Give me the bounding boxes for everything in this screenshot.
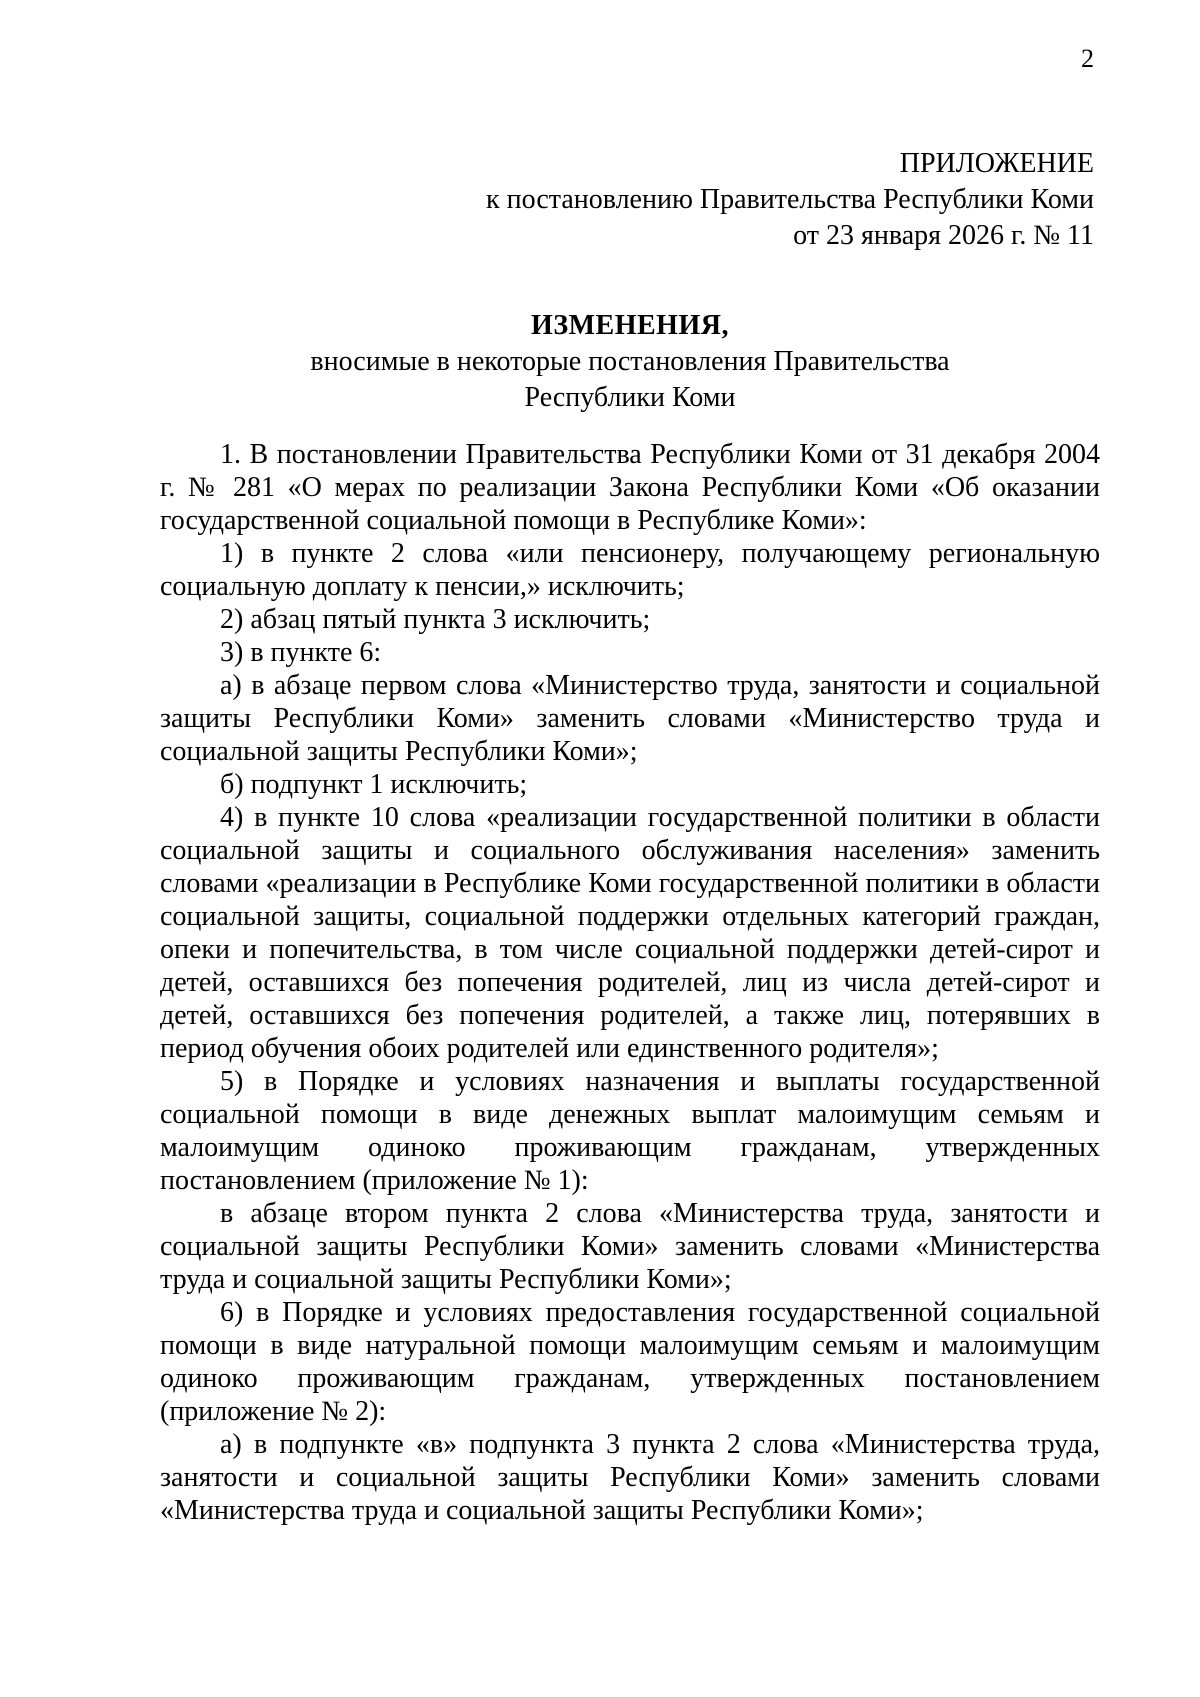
paragraph: а) в абзаце первом слова «Министерство труда, занятости и социальной защиты Республики Коми» заменить словами «Министерство труда и социальной защиты Республики Коми»; bbox=[160, 670, 1100, 767]
document-body bbox=[160, 438, 1100, 1527]
appendix-date: от 23 января 2026 г. № 11 bbox=[793, 220, 1094, 251]
title-main: ИЗМЕНЕНИЯ, bbox=[531, 310, 729, 341]
appendix-label: ПРИЛОЖЕНИЕ bbox=[899, 148, 1094, 179]
document-title bbox=[160, 308, 1100, 416]
paragraph: 2) абзац пятый пункта 3 исключить; bbox=[220, 604, 651, 635]
page-number: 2 bbox=[1081, 44, 1094, 73]
paragraph: 1) в пункте 2 слова «или пенсионеру, получающему региональную социальную доплату к пенсии,» исключить; bbox=[160, 538, 1100, 602]
title-subtitle-line-2: Республики Коми bbox=[524, 382, 736, 413]
paragraph: 3) в пункте 6: bbox=[220, 637, 382, 668]
paragraph: в абзаце втором пункта 2 слова «Министерства труда, занятости и социальной защиты Республики Коми» заменить словами «Министерства труда и социальной защиты Республики Коми»; bbox=[160, 1198, 1100, 1295]
paragraph: 1. В постановлении Правительства Республики Коми от 31 декабря 2004 г. № 281 «О мерах по реализации Закона Республики Коми «Об оказании государственной социальной помощи в Республике Коми»: bbox=[160, 439, 1100, 536]
title-subtitle-line-1: вносимые в некоторые постановления Правительства bbox=[310, 346, 950, 377]
appendix-header bbox=[486, 146, 1094, 254]
appendix-reference: к постановлению Правительства Республики Коми bbox=[486, 184, 1094, 215]
paragraph: а) в подпункте «в» подпункта 3 пункта 2 слова «Министерства труда, занятости и социальной защиты Республики Коми» заменить словами «Министерства труда и социальной защиты Республики Коми»; bbox=[160, 1429, 1100, 1526]
paragraph: б) подпункт 1 исключить; bbox=[220, 769, 528, 800]
paragraph: 4) в пункте 10 слова «реализации государственной политики в области социальной защиты и социального обслуживания населения» заменить словами «реализации в Республике Коми государственной политики в области социальной защиты, социальной поддержки отдельных категорий граждан, опеки и попечительства, в том числе социальной поддержки детей-сирот и детей, оставшихся без попечения родителей, лиц из числа детей-сирот и детей, оставшихся без попечения родителей, а также лиц, потерявших в период обучения обоих родителей или единственного родителя»; bbox=[160, 802, 1100, 1064]
paragraph: 5) в Порядке и условиях назначения и выплаты государственной социальной помощи в виде денежных выплат малоимущим семьям и малоимущим одиноко проживающим гражданам, утвержденных постановлением (приложение № 1): bbox=[160, 1066, 1100, 1196]
paragraph: 6) в Порядке и условиях предоставления государственной социальной помощи в виде натуральной помощи малоимущим семьям и малоимущим одиноко проживающим гражданам, утвержденных постановлением (приложение № 2): bbox=[160, 1297, 1100, 1427]
